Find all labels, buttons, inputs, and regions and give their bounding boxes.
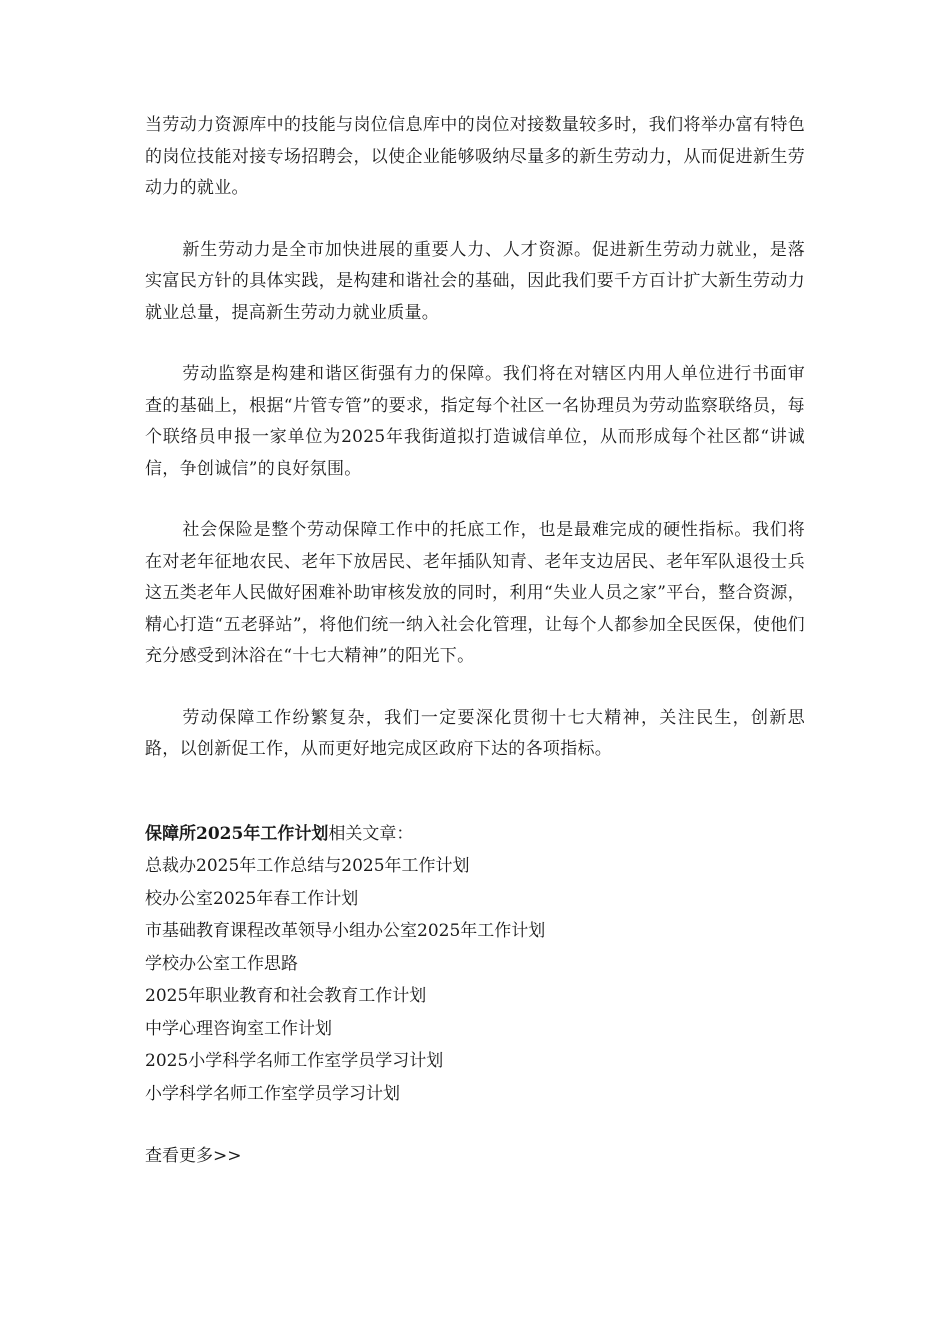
related-article-link[interactable]: 2025年职业教育和社会教育工作计划 (145, 986, 427, 1006)
related-articles-title: 保障所2025年工作计划 (145, 823, 329, 844)
related-article-link[interactable]: 市基础教育课程改革领导小组办公室2025年工作计划 (145, 921, 546, 941)
article-body (145, 110, 805, 1172)
related-articles-heading (145, 818, 805, 851)
related-articles-list (145, 850, 805, 1110)
related-article-link[interactable]: 小学科学名师工作室学员学习计划 (145, 1083, 400, 1104)
paragraph-conclusion: 劳动保障工作纷繁复杂，我们一定要深化贯彻十七大精神，关注民生，创新思路，以创新促工作，从而更好地完成区政府下达的各项指标。 (145, 707, 805, 759)
related-article-link[interactable]: 2025小学科学名师工作室学员学习计划 (145, 1051, 444, 1071)
related-articles-title-suffix: 相关文章： (328, 823, 414, 844)
view-more-link[interactable]: 查看更多>> (145, 1146, 242, 1166)
related-article-link[interactable]: 总裁办2025年工作总结与2025年工作计划 (145, 856, 470, 876)
paragraph-social-insurance: 社会保险是整个劳动保障工作中的托底工作，也是最难完成的硬性指标。我们将在对老年征地农民、老年下放居民、老年插队知青、老年支边居民、老年军队退役士兵这五类老年人民做好困难补助审核发放的同时，利用“失业人员之家”平台，整合资源，精心打造“五老驿站”，将他们统一纳入社会化管理，让每个人都参加全民医保，使他们充分感受到沐浴在“十七大精神”的阳光下。 (145, 520, 805, 666)
related-article-link[interactable]: 学校办公室工作思路 (145, 953, 298, 974)
paragraph-recruitment: 当劳动力资源库中的技能与岗位信息库中的岗位对接数量较多时，我们将举办富有特色的岗位技能对接专场招聘会，以使企业能够吸纳尽量多的新生劳动力，从而促进新生劳动力的就业。 (145, 115, 805, 198)
related-article-link[interactable]: 中学心理咨询室工作计划 (145, 1018, 332, 1039)
related-article-link[interactable]: 校办公室2025年春工作计划 (145, 888, 359, 909)
related-articles (145, 818, 805, 1111)
paragraph-new-labor: 新生劳动力是全市加快进展的重要人力、人才资源。促进新生劳动力就业，是落实富民方针的具体实践，是构建和谐社会的基础，因此我们要千方百计扩大新生劳动力就业总量，提高新生劳动力就业质量。 (145, 239, 805, 323)
paragraph-labor-inspection: 劳动监察是构建和谐区街强有力的保障。我们将在对辖区内用人单位进行书面审查的基础上，根据“片管专管”的要求，指定每个社区一名协理员为劳动监察联络员，每个联络员申报一家单位为2025年我街道拟打造诚信单位，从而形成每个社区都“讲诚信，争创诚信”的良好氛围。 (145, 364, 805, 479)
